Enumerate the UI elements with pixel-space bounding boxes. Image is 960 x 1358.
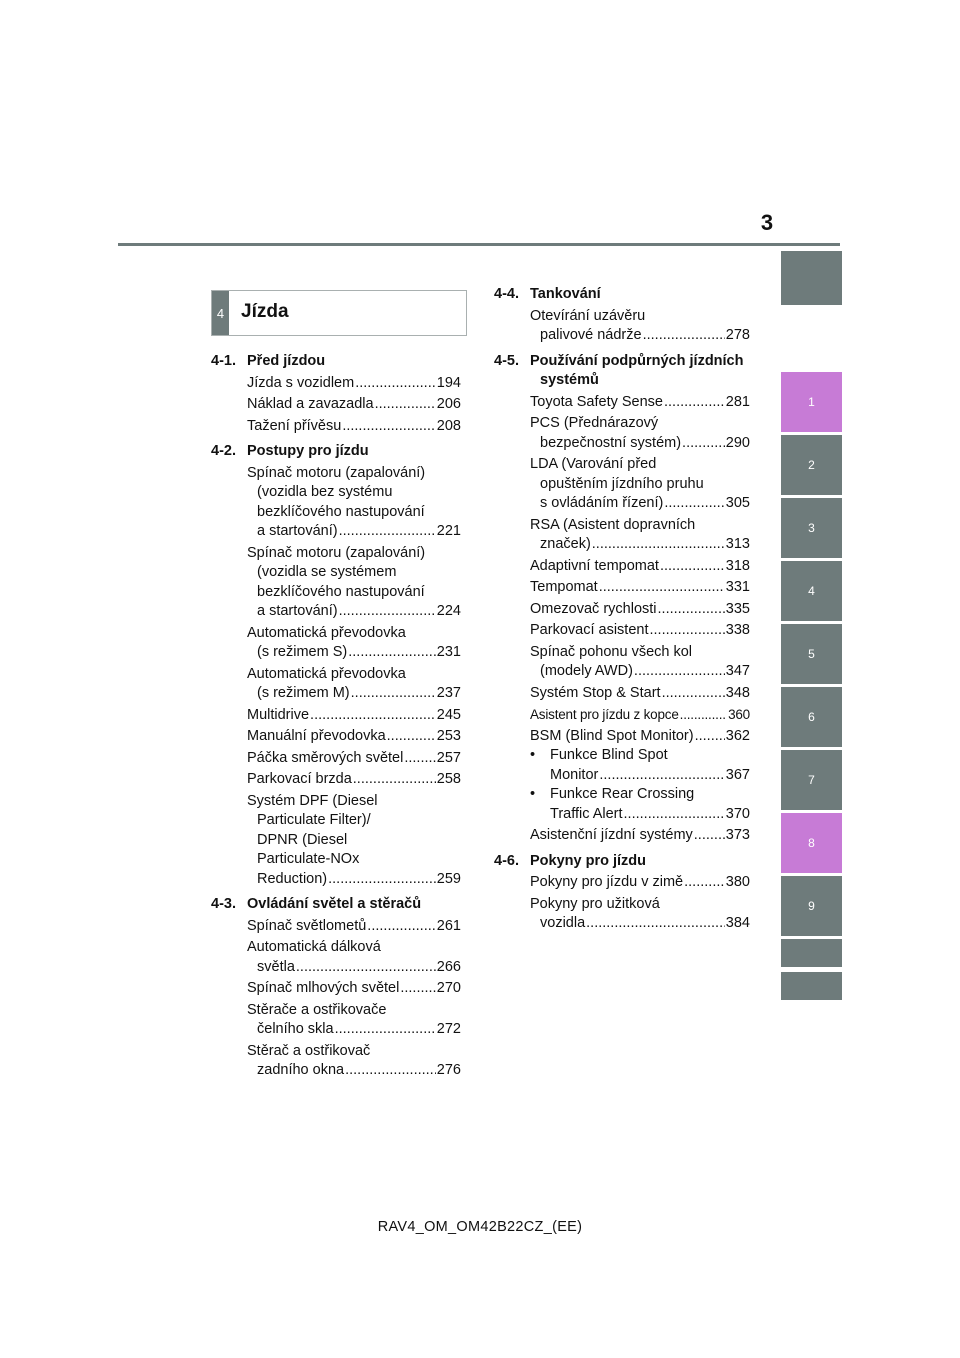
page-number: 3 [760,210,774,235]
toc-entry[interactable] [211,544,461,622]
toc-chapter-title: Postupy pro jízdu [247,443,369,459]
toc-entry-text: zadního okna [257,1062,345,1078]
toc-leader-dots [634,662,725,682]
toc-leader-dots [682,434,725,454]
toc-entry[interactable] [211,374,461,394]
toc-entry-last-line [540,805,750,825]
toc-entry-text: RSA (Asistent dopravních [530,516,696,533]
toc-entry-last-line [530,494,750,514]
toc-entry[interactable] [494,826,750,846]
toc-leader-dots [342,417,435,437]
toc-entry-text: Páčka směrových světel [247,749,404,766]
section-number-tab: 4 [212,291,229,335]
header-rule [118,243,840,246]
toc-page-number: 259 [436,870,461,887]
toc-leader-dots [599,578,725,598]
toc-entry[interactable] [211,792,461,890]
toc-leader-dots [684,873,725,893]
toc-entry-text: Reduction) [257,870,328,887]
toc-page-number: 373 [725,827,750,843]
toc-entry[interactable] [211,464,461,542]
toc-entry-text: Asistent pro jízdu z kopce [530,707,679,722]
toc-entry-last-line [247,417,461,437]
toc-entry[interactable] [494,414,750,453]
toc-chapter-title: Před jízdou [247,353,326,369]
toc-entry-text: bezklíčového nastupování [257,583,425,600]
toc-leader-dots [643,326,725,346]
toc-leader-dots [662,684,725,704]
toc-entry-text: Spínač světlometů [247,917,367,934]
toc-entry[interactable] [494,727,750,747]
toc-leader-dots [400,979,435,999]
toc-entry-text: čelního skla [257,1021,334,1037]
chapter-tab-blank[interactable] [781,939,842,967]
toc-entry[interactable] [211,417,461,437]
toc-page-number: 276 [436,1062,461,1078]
toc-page-number: 272 [436,1021,461,1037]
toc-page-number: 245 [436,706,461,723]
toc-entry[interactable] [494,705,750,725]
toc-page-number: 370 [725,805,750,822]
toc-page-number: 194 [436,374,461,391]
toc-entry-last-line [530,727,750,747]
toc-entry-text: Parkovací asistent [530,622,649,638]
toc-entry-text: Systém DPF (Diesel [247,792,378,809]
toc-entry-last-line [247,770,461,790]
toc-entry-text: Náklad a zavazadla [247,396,374,412]
toc-leader-dots [351,684,436,704]
toc-entry-last-line [540,766,750,786]
toc-leader-dots [345,1061,436,1081]
toc-page-number: 224 [436,603,461,619]
toc-entry[interactable] [211,665,461,704]
toc-page-number: 266 [436,958,461,975]
toc-leader-dots [658,600,725,620]
toc-chapter-number: 4-5. [494,352,519,369]
toc-entry-last-line [530,326,750,346]
toc-entry[interactable] [494,873,750,893]
toc-entry-last-line [530,535,750,555]
toc-page-number: 231 [436,644,461,660]
toc-entry[interactable] [211,706,461,726]
toc-entry[interactable] [494,516,750,555]
toc-chapter-heading[interactable] [494,852,750,872]
toc-entry[interactable] [494,578,750,598]
toc-chapter-number: 4-3. [211,896,236,912]
toc-sub-entry[interactable] [494,746,750,785]
toc-entry[interactable] [494,621,750,641]
toc-entry-text: Stěrač a ostřikovač [247,1042,371,1059]
toc-page-number: 270 [436,980,461,996]
toc-entry-text: BSM (Blind Spot Monitor) [530,727,694,744]
toc-entry-text: PCS (Přednárazový [530,415,659,431]
section-title: Jízda [241,301,289,322]
bullet-icon: • [530,786,536,802]
toc-leader-dots [624,805,725,825]
toc-entry-last-line [247,727,461,747]
toc-entry[interactable] [211,938,461,977]
toc-entry-last-line [530,705,750,725]
chapter-tab-2[interactable]: 2 [781,435,842,495]
toc-leader-dots [335,1020,436,1040]
toc-entry-last-line [530,557,750,577]
toc-page-number: 305 [725,495,750,511]
toc-leader-dots [310,706,436,726]
toc-chapter-heading[interactable] [211,895,461,915]
toc-entry-text: (modely AWD) [540,663,633,679]
toc-entry-text: Asistenční jízdní systémy [530,827,693,843]
toc-page-number: 253 [436,728,461,744]
toc-entry-text: Spínač mlhových světel [247,980,400,996]
toc-page-number: 367 [725,766,750,783]
toc-leader-dots [680,705,727,725]
chapter-tab-1[interactable]: 1 [781,372,842,432]
section-header [211,290,467,336]
toc-entry-text: Pokyny pro jízdu v zimě [530,874,684,890]
toc-page-number: 347 [725,663,750,679]
toc-entry[interactable] [211,917,461,937]
toc-entry-text: Tempomat [530,579,598,595]
toc-entry-last-line [530,434,750,454]
toc-leader-dots [348,643,436,663]
toc-entry-text: (vozidla bez systému [257,484,393,500]
toc-entry-last-line [247,684,461,704]
toc-entry-text: (s režimem M) [257,685,350,701]
toc-right-column [494,285,750,934]
toc-leader-dots [664,393,725,413]
toc-leader-dots [599,766,724,786]
toc-entry[interactable] [494,643,750,682]
toc-entry-last-line [530,393,750,413]
toc-entry-text: Stěrače a ostřikovače [247,1001,387,1018]
toc-entry-text: s ovládáním řízení) [540,495,664,511]
toc-sub-entry[interactable] [494,785,750,824]
toc-chapter-number: 4-6. [494,852,519,869]
toc-leader-dots [375,395,436,415]
toc-page-number: 258 [436,771,461,787]
toc-page-number: 261 [436,917,461,934]
chapter-tab-blank[interactable] [781,972,842,1000]
chapter-tab-7[interactable]: 7 [781,750,842,810]
toc-page-number: 206 [436,396,461,412]
toc-page-number: 348 [725,684,750,701]
toc-entry-text: Automatická dálková [247,939,381,955]
toc-leader-dots [387,727,436,747]
toc-page-number: 290 [725,434,750,451]
toc-chapter-number: 4-4. [494,286,519,302]
toc-entry-text: Pokyny pro užitková [530,895,660,912]
toc-entry-text: Spínač motoru (zapalování) [247,464,426,481]
toc-chapter-title: Používání podpůrných jízdních systémů [530,352,744,388]
toc-left-column [211,352,461,1081]
toc-entry-text: (vozidla se systémem [257,564,397,580]
toc-leader-dots [339,522,436,542]
chapter-tab-8[interactable]: 8 [781,813,842,873]
toc-entry[interactable] [211,727,461,747]
toc-entry[interactable] [211,395,461,415]
toc-leader-dots [649,621,724,641]
document-footer: RAV4_OM_OM42B22CZ_(EE) [377,1219,583,1235]
toc-page-number: 208 [436,417,461,434]
toc-entry-last-line [530,578,750,598]
toc-entry-last-line [247,522,461,542]
toc-chapter-number: 4-2. [211,443,236,459]
toc-page-number: 338 [725,622,750,638]
toc-entry-text: Otevírání uzávěru [530,307,646,324]
toc-entry-text: značek) [540,536,591,552]
toc-entry-text: Multidrive [247,706,310,723]
toc-entry-last-line [247,643,461,663]
chapter-tab-9[interactable]: 9 [781,876,842,936]
toc-entry-text: vozidla [540,915,586,931]
toc-entry-text: Particulate Filter)/ [257,812,371,828]
toc-entry-text: a startování) [257,523,338,539]
toc-entry[interactable] [494,393,750,413]
toc-page-number: 318 [725,557,750,574]
toc-entry[interactable] [494,307,750,346]
toc-entry-text: Funkce Blind Spot [550,747,668,763]
toc-entry-last-line [247,374,461,394]
toc-chapter-heading[interactable] [211,352,461,372]
toc-chapter-title: Pokyny pro jízdu [530,852,647,869]
toc-entry-text: Automatická převodovka [247,624,406,641]
toc-entry-last-line [247,395,461,415]
toc-entry-text: Manuální převodovka [247,728,386,744]
toc-entry[interactable] [211,770,461,790]
toc-entry-last-line [247,870,461,890]
toc-entry-text: Automatická převodovka [247,665,406,682]
chapter-tab-5[interactable]: 5 [781,624,842,684]
toc-page-number: 278 [725,327,750,343]
toc-leader-dots [328,870,436,890]
toc-chapter-title: Ovládání světel a stěračů [247,896,422,912]
toc-entry-text: palivové nádrže [540,327,642,343]
chapter-tab-4[interactable]: 4 [781,561,842,621]
chapter-tab-6[interactable]: 6 [781,687,842,747]
toc-entry[interactable] [211,1001,461,1040]
toc-page-number: 257 [436,749,461,766]
toc-page-number: 221 [436,523,461,539]
toc-leader-dots [586,914,725,934]
toc-entry-text: Particulate-NOx [257,851,360,867]
toc-leader-dots [695,727,725,747]
toc-entry-last-line [247,602,461,622]
toc-chapter-heading[interactable] [211,442,461,462]
toc-entry-text: Omezovač rychlosti [530,600,657,617]
toc-entry[interactable] [494,557,750,577]
toc-chapter-title: Tankování [530,286,601,302]
toc-entry-text: opuštěním jízdního pruhu [540,475,704,492]
bullet-icon: • [530,747,536,763]
toc-entry-text: světla [257,958,295,975]
toc-entry-text: Spínač motoru (zapalování) [247,544,426,561]
chapter-tab-3[interactable]: 3 [781,498,842,558]
toc-entry[interactable] [494,455,750,514]
toc-entry-text: Jízda s vozidlem [247,374,355,391]
toc-leader-dots [664,494,724,514]
toc-entry-text: Systém Stop & Start [530,684,661,701]
toc-entry-last-line [530,873,750,893]
toc-entry-last-line [530,662,750,682]
toc-entry-last-line [530,621,750,641]
toc-chapter-heading[interactable] [494,352,750,391]
toc-entry-last-line [247,1061,461,1081]
toc-leader-dots [355,374,436,394]
toc-leader-dots [660,557,725,577]
toc-entry-last-line [247,979,461,999]
toc-entry-text: Spínač pohonu všech kol [530,643,693,660]
toc-leader-dots [353,770,436,790]
toc-entry-last-line [530,914,750,934]
toc-leader-dots [367,917,436,937]
toc-entry[interactable] [211,1042,461,1081]
toc-entry[interactable] [494,684,750,704]
toc-page-number: 313 [725,536,750,552]
toc-leader-dots [296,958,436,978]
toc-entry-text: Tažení přívěsu [247,417,342,434]
toc-entry[interactable] [211,624,461,663]
toc-entry-text: (s režimem S) [257,644,348,660]
toc-entry-last-line [530,684,750,704]
toc-entry-last-line [530,826,750,846]
toc-leader-dots [339,602,436,622]
toc-entry-text: Parkovací brzda [247,771,352,787]
toc-entry-last-line [247,1020,461,1040]
toc-entry-text: LDA (Varování před [530,456,657,472]
toc-leader-dots [694,826,725,846]
toc-entry-text: Adaptivní tempomat [530,557,659,574]
toc-page-number: 281 [725,393,750,410]
toc-entry[interactable] [494,600,750,620]
toc-page-number: 384 [725,915,750,931]
toc-chapter-number: 4-1. [211,353,236,369]
toc-entry-last-line [530,600,750,620]
toc-entry-text: Funkce Rear Crossing [550,786,695,802]
toc-entry-text: a startování) [257,603,338,619]
toc-entry-text: bezpečnostní systém) [540,434,682,451]
toc-leader-dots [404,749,435,769]
toc-page-number: 335 [725,600,750,617]
toc-page-number: 380 [725,874,750,890]
toc-page-number: 237 [436,685,461,701]
toc-entry-text: bezklíčového nastupování [257,503,425,520]
toc-entry[interactable] [494,895,750,934]
toc-entry-last-line [247,749,461,769]
chapter-tab-blank[interactable] [781,251,842,305]
toc-leader-dots [592,535,725,555]
toc-page-number: 331 [725,579,750,595]
toc-entry[interactable] [211,749,461,769]
toc-entry-text: Traffic Alert [550,805,623,822]
toc-entry-text: DPNR (Diesel [257,831,348,848]
toc-entry-text: Toyota Safety Sense [530,393,663,410]
toc-entry-last-line [247,958,461,978]
toc-entry-last-line [247,706,461,726]
toc-entry-last-line [247,917,461,937]
toc-entry-text: Monitor [550,766,599,783]
toc-entry[interactable] [211,979,461,999]
toc-page-number: 360 [728,707,750,722]
toc-chapter-heading[interactable] [494,285,750,305]
toc-page-number: 362 [725,727,750,744]
